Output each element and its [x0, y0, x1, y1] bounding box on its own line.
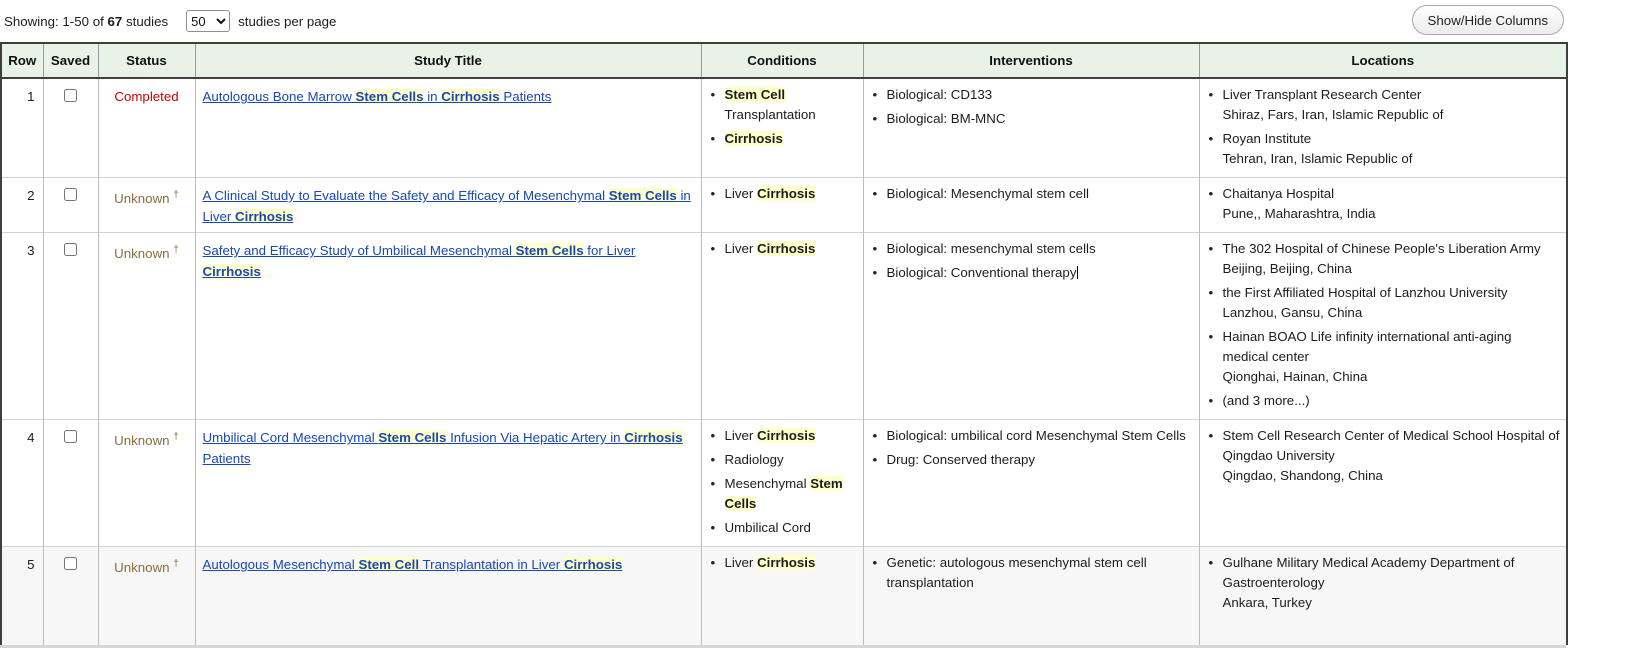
status-text: Unknown †: [114, 559, 179, 576]
text-segment: Safety and Efficacy Study of Umbilical Mesenchymal: [202, 243, 516, 258]
conditions-list: [708, 239, 857, 259]
location-item: [1206, 553, 1561, 613]
highlighted-term: Cirrhosis: [624, 430, 683, 445]
condition-item: [708, 239, 857, 259]
conditions-list: [708, 184, 857, 204]
intervention-text: Genetic: autologous mesenchymal stem cell transplantation: [886, 555, 1147, 590]
text-segment: Transplantation in Liver: [419, 557, 564, 572]
intervention-text: Biological: umbilical cord Mesenchymal Stem Cells: [886, 428, 1186, 443]
interventions-list: [870, 184, 1193, 204]
location-item: [1206, 85, 1561, 125]
intervention-text: Biological: BM-MNC: [886, 111, 1006, 126]
text-segment: Umbilical Cord: [724, 520, 811, 535]
showing-count-text: [4, 14, 168, 29]
conditions-cell: [701, 420, 863, 547]
highlighted-term: Stem Cell: [724, 87, 786, 102]
highlighted-term: Cirrhosis: [202, 264, 261, 279]
location-facility: Royan Institute: [1222, 131, 1312, 146]
show-hide-columns-button[interactable]: Show/Hide Columns: [1412, 5, 1564, 35]
status-text: Unknown †: [114, 245, 179, 262]
text-segment: in Liver: [202, 188, 691, 224]
table-header: [1, 43, 1567, 78]
conditions-list: [708, 553, 857, 573]
save-checkbox[interactable]: [64, 188, 77, 201]
dagger-icon: †: [173, 432, 179, 443]
study-title-cell: [195, 178, 701, 233]
text-segment: Transplantation: [724, 107, 816, 122]
dagger-icon: †: [173, 245, 179, 256]
location-facility: Chaitanya Hospital: [1222, 186, 1335, 201]
location-facility: (and 3 more...): [1222, 393, 1310, 408]
text-segment: Liver: [724, 428, 758, 443]
location-place: Lanzhou, Gansu, China: [1222, 305, 1363, 320]
conditions-cell: [701, 547, 863, 645]
highlighted-term: Stem Cell: [358, 557, 420, 572]
text-segment: in: [423, 89, 442, 104]
highlighted-term: Cirrhosis: [757, 428, 816, 443]
study-title-link[interactable]: [203, 188, 691, 224]
text-segment: Autologous Bone Marrow: [202, 89, 356, 104]
save-checkbox[interactable]: [64, 89, 77, 102]
intervention-item: [870, 239, 1193, 259]
interventions-list: [870, 426, 1193, 470]
saved-cell: [43, 233, 98, 420]
study-title-cell: [195, 547, 701, 645]
save-checkbox[interactable]: [64, 430, 77, 443]
status-text: Unknown †: [114, 190, 179, 207]
highlighted-term: Cirrhosis: [757, 555, 816, 570]
studies-table: [0, 42, 1568, 645]
intervention-text: Biological: mesenchymal stem cells: [886, 241, 1096, 256]
save-checkbox[interactable]: [64, 243, 77, 256]
intervention-text: Biological: Mesenchymal stem cell: [886, 186, 1089, 201]
highlighted-term: Stem Cells: [355, 89, 424, 104]
total-studies-count: 67: [107, 13, 123, 29]
saved-cell: [43, 420, 98, 547]
locations-list: [1206, 426, 1561, 486]
study-title-link[interactable]: [203, 243, 636, 279]
condition-item: [708, 474, 857, 514]
status-cell: [98, 178, 195, 233]
saved-cell: [43, 547, 98, 645]
conditions-cell: [701, 233, 863, 420]
condition-item: [708, 184, 857, 204]
status-cell: [98, 78, 195, 178]
interventions-list: [870, 553, 1193, 593]
row-number: 4: [27, 430, 35, 445]
condition-item: [708, 518, 857, 538]
saved-cell: [43, 78, 98, 178]
header-row: Row: [1, 43, 43, 78]
text-segment: Liver: [724, 186, 758, 201]
conditions-list: [708, 85, 857, 149]
highlighted-term: Cirrhosis: [235, 209, 294, 224]
location-item: [1206, 129, 1561, 169]
status-cell: [98, 420, 195, 547]
location-place: Ankara, Turkey: [1222, 595, 1312, 610]
location-facility: Hainan BOAO Life infinity international anti-aging medical center: [1222, 329, 1512, 364]
header-locations: Locations: [1199, 43, 1567, 78]
location-place: Tehran, Iran, Islamic Republic of: [1222, 151, 1413, 166]
table-row: [1, 420, 1567, 547]
showing-prefix: Showing: 1-50 of: [4, 13, 108, 29]
table-row: [1, 178, 1567, 233]
highlighted-term: Cirrhosis: [724, 131, 783, 146]
dagger-icon: †: [173, 559, 179, 570]
text-segment: for Liver: [583, 243, 636, 258]
location-item: [1206, 184, 1561, 224]
study-title-link[interactable]: [203, 557, 623, 572]
header-status: Status: [98, 43, 195, 78]
location-place: Pune,, Maharashtra, India: [1222, 206, 1376, 221]
intervention-item: [870, 426, 1193, 446]
location-item: [1206, 239, 1561, 279]
table-bottom-divider: [0, 645, 1566, 648]
status-cell: [98, 233, 195, 420]
per-page-label: studies per page: [238, 13, 337, 29]
condition-item: [708, 129, 857, 149]
header-saved: Saved: [43, 43, 98, 78]
intervention-text: Drug: Conserved therapy: [886, 452, 1036, 467]
status-text: Completed: [114, 89, 179, 104]
study-title-link[interactable]: [203, 430, 683, 466]
row-number-cell: [1, 178, 43, 233]
results-toolbar: [0, 0, 1644, 42]
condition-item: [708, 553, 857, 573]
location-facility: Stem Cell Research Center of Medical School Hospital of Qingdao University: [1222, 428, 1560, 463]
row-number-cell: [1, 547, 43, 645]
locations-cell: [1199, 78, 1567, 178]
location-item: [1206, 327, 1561, 387]
row-number: 5: [27, 557, 35, 572]
condition-item: [708, 426, 857, 446]
intervention-text: Biological: Conventional therapy: [886, 265, 1077, 280]
study-title-cell: [195, 78, 701, 178]
highlighted-term: Cirrhosis: [441, 89, 500, 104]
intervention-item: [870, 184, 1193, 204]
text-segment: Mesenchymal: [724, 476, 811, 491]
interventions-cell: [863, 78, 1199, 178]
interventions-cell: [863, 233, 1199, 420]
study-title-cell: [195, 420, 701, 547]
row-number: 1: [27, 89, 35, 104]
location-facility: Gulhane Military Medical Academy Department of Gastroenterology: [1222, 555, 1515, 590]
per-page-select[interactable]: [186, 10, 230, 32]
text-segment: Patients: [499, 89, 552, 104]
row-number-cell: [1, 233, 43, 420]
interventions-list: [870, 239, 1193, 283]
status-cell: [98, 547, 195, 645]
intervention-item: [870, 85, 1193, 105]
location-item: [1206, 426, 1561, 486]
location-place: Qingdao, Shandong, China: [1222, 468, 1383, 483]
row-number-cell: [1, 78, 43, 178]
condition-item: [708, 85, 857, 125]
highlighted-term: Stem Cells: [515, 243, 584, 258]
locations-list: [1206, 553, 1561, 613]
locations-list: [1206, 239, 1561, 411]
locations-cell: [1199, 178, 1567, 233]
interventions-cell: [863, 547, 1199, 645]
conditions-list: [708, 426, 857, 538]
intervention-item: [870, 553, 1193, 593]
interventions-list: [870, 85, 1193, 129]
dagger-icon: †: [173, 190, 179, 201]
text-caret: [1077, 266, 1078, 279]
intervention-item: [870, 450, 1193, 470]
header-study-title: Study Title: [195, 43, 701, 78]
locations-list: [1206, 85, 1561, 169]
header-interventions: Interventions: [863, 43, 1199, 78]
locations-cell: [1199, 547, 1567, 645]
interventions-cell: [863, 178, 1199, 233]
intervention-item: [870, 109, 1193, 129]
row-number: 2: [27, 188, 35, 203]
location-item: [1206, 391, 1561, 411]
text-segment: Liver: [724, 555, 758, 570]
conditions-cell: [701, 178, 863, 233]
interventions-cell: [863, 420, 1199, 547]
location-facility: The 302 Hospital of Chinese People's Liberation Army: [1222, 241, 1541, 256]
location-facility: Liver Transplant Research Center: [1222, 87, 1422, 102]
highlighted-term: Cirrhosis: [757, 186, 816, 201]
highlighted-term: Stem Cells: [378, 430, 447, 445]
intervention-item: [870, 263, 1193, 283]
location-place: Shiraz, Fars, Iran, Islamic Republic of: [1222, 107, 1444, 122]
location-item: [1206, 283, 1561, 323]
highlighted-term: Stem Cells: [608, 188, 677, 203]
locations-cell: [1199, 233, 1567, 420]
study-title-link[interactable]: [203, 89, 552, 104]
row-number: 3: [27, 243, 35, 258]
row-number-cell: [1, 420, 43, 547]
status-text: Unknown †: [114, 432, 179, 449]
table-row: [1, 233, 1567, 420]
showing-suffix: studies: [122, 13, 169, 29]
condition-item: [708, 450, 857, 470]
results-table-body: [1, 78, 1567, 645]
highlighted-term: Stem Cells: [724, 476, 843, 511]
text-segment: Liver: [724, 241, 758, 256]
conditions-cell: [701, 78, 863, 178]
text-segment: Infusion Via Hepatic Artery in: [446, 430, 625, 445]
table-row: [1, 78, 1567, 178]
locations-list: [1206, 184, 1561, 224]
location-place: Beijing, Beijing, China: [1222, 261, 1352, 276]
text-segment: Autologous Mesenchymal: [202, 557, 359, 572]
intervention-text: Biological: CD133: [886, 87, 993, 102]
highlighted-term: Cirrhosis: [563, 557, 623, 572]
table-row: [1, 547, 1567, 645]
location-place: Qionghai, Hainan, China: [1222, 369, 1368, 384]
save-checkbox[interactable]: [64, 557, 77, 570]
text-segment: Umbilical Cord Mesenchymal: [202, 430, 379, 445]
text-segment: A Clinical Study to Evaluate the Safety and Efficacy of Mesenchymal: [202, 188, 609, 203]
study-title-cell: [195, 233, 701, 420]
header-conditions: Conditions: [701, 43, 863, 78]
text-segment: Patients: [202, 451, 251, 466]
highlighted-term: Cirrhosis: [757, 241, 816, 256]
saved-cell: [43, 178, 98, 233]
locations-cell: [1199, 420, 1567, 547]
text-segment: Radiology: [724, 452, 784, 467]
location-facility: the First Affiliated Hospital of Lanzhou University: [1222, 285, 1508, 300]
